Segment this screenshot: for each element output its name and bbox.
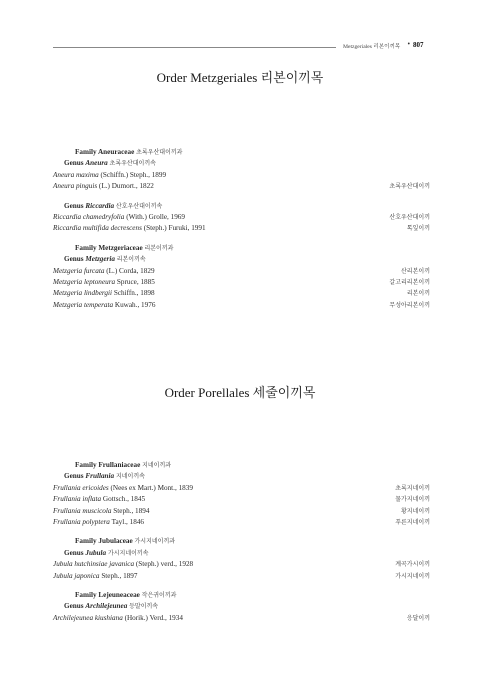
species-name: Archilejeunea kiushiana — [53, 613, 123, 622]
species-authority: Gottsch., 1845 — [102, 495, 146, 504]
species-korean-name: 산리본이끼 — [401, 267, 430, 275]
family-korean-name: 리본이끼과 — [144, 244, 174, 252]
species-name: Riccardia multifida decrescens — [53, 224, 142, 233]
family-heading — [53, 590, 430, 601]
species-name: Jubula hutchinsiae javanica — [53, 560, 135, 569]
metzgeriales-list — [53, 147, 430, 311]
genus-label: Genus — [64, 602, 84, 611]
species-row — [53, 212, 430, 223]
species-name: Frullania muscicola — [53, 506, 112, 515]
species-korean-name: 무성아리본이끼 — [389, 301, 430, 309]
species-authority: (Steph.) verd., 1928 — [135, 560, 194, 569]
species-authority: Spruce, 1885 — [116, 277, 155, 286]
family-korean-name: 가시지네이끼과 — [134, 538, 176, 546]
genus-korean-name: 리본이끼속 — [116, 256, 146, 264]
family-name: Family Jubulaceae — [75, 537, 133, 546]
genus-heading — [53, 158, 430, 169]
genus-heading — [53, 201, 430, 212]
species-korean-name: 초록우산대이끼 — [389, 183, 430, 191]
genus-heading — [53, 548, 430, 559]
species-name: Metzgeria temperata — [53, 300, 114, 309]
species-korean-name: 가시지네이끼 — [395, 572, 430, 580]
species-korean-name: 황지네이끼 — [401, 507, 430, 515]
species-row — [53, 277, 430, 288]
order-title-porellales: Order Porellales 세줄이끼목 — [164, 385, 316, 400]
genus-korean-name: 초록우산대이끼속 — [109, 160, 156, 168]
species-row — [53, 483, 430, 494]
species-authority: (Nees ex Mart.) Mont., 1839 — [110, 483, 193, 492]
genus-name: Metzgeria — [85, 255, 115, 264]
family-heading — [53, 243, 430, 254]
genus-name: Aneura — [85, 159, 108, 168]
species-korean-name: 갈고리리본이끼 — [389, 278, 430, 286]
genus-heading — [53, 601, 430, 612]
species-name: Jubula japonica — [53, 571, 100, 580]
species-row — [53, 223, 430, 234]
family-heading — [53, 536, 430, 547]
species-name: Metzgeria furcata — [53, 266, 105, 275]
species-korean-name: 리본이끼 — [406, 290, 430, 298]
species-row — [53, 266, 430, 277]
species-name: Aneura pinguis — [53, 182, 98, 191]
species-authority: (Steph.) Furuki, 1991 — [143, 224, 206, 233]
genus-korean-name: 등말이끼속 — [129, 603, 159, 611]
species-authority: Schiffn., 1898 — [113, 289, 155, 298]
genus-label: Genus — [64, 472, 84, 481]
species-korean-name: 푸른지네이끼 — [395, 518, 430, 526]
family-name: Family Metzgeriaceae — [75, 243, 143, 252]
genus-name: Jubula — [85, 548, 107, 557]
genus-label: Genus — [64, 201, 84, 210]
species-name: Aneura maxima — [53, 170, 99, 179]
genus-name: Riccardia — [85, 201, 115, 210]
genus-name: Frullania — [85, 472, 115, 481]
species-row — [53, 517, 430, 528]
species-korean-name: 물가지네이끼 — [395, 496, 430, 504]
header-rule — [53, 47, 336, 48]
species-row — [53, 613, 430, 624]
genus-heading — [53, 254, 430, 265]
species-row — [53, 506, 430, 517]
species-authority: (L.) Dumort., 1822 — [98, 182, 154, 191]
species-row — [53, 300, 430, 311]
genus-korean-name: 지네이끼속 — [115, 473, 145, 481]
genus-heading — [53, 471, 430, 482]
family-korean-name: 작은귀이끼과 — [141, 591, 177, 599]
species-name: Riccardia chamedryfolia — [53, 212, 125, 221]
species-authority: (Horik.) Verd., 1934 — [124, 613, 183, 622]
species-name: Frullania ericoides — [53, 483, 109, 492]
genus-name: Archilejeunea — [85, 602, 128, 611]
species-row — [53, 494, 430, 505]
species-korean-name: 산호우산대이끼 — [389, 213, 430, 221]
species-row — [53, 181, 430, 192]
species-row — [53, 288, 430, 299]
species-row — [53, 559, 430, 570]
species-authority: Kuwah., 1976 — [114, 300, 156, 309]
species-name: Metzgeria leptoneura — [53, 277, 116, 286]
genus-label: Genus — [64, 255, 84, 264]
genus-korean-name: 산호우산대이끼속 — [115, 202, 163, 210]
genus-label: Genus — [64, 548, 84, 557]
species-authority: (Schiffn.) Steph., 1899 — [100, 170, 167, 179]
species-authority: Steph., 1894 — [113, 506, 150, 515]
genus-korean-name: 가시지네이끼속 — [107, 549, 149, 557]
species-authority: (With.) Grolle, 1969 — [126, 212, 185, 221]
species-authority: Tayl., 1846 — [111, 517, 145, 526]
species-name: Frullania inflata — [53, 495, 102, 504]
family-name: Family Lejeuneaceae — [75, 590, 140, 599]
species-authority: (L.) Corda, 1829 — [106, 266, 155, 275]
species-korean-name: 응달이끼 — [406, 614, 430, 622]
species-korean-name: 계곡가시이끼 — [395, 561, 430, 569]
header-bullet: • — [407, 41, 411, 48]
species-authority: Steph., 1897 — [101, 571, 138, 580]
family-korean-name: 초록우산대이끼과 — [136, 149, 183, 156]
porellales-list — [53, 460, 430, 624]
family-name: Family Aneuraceae — [75, 148, 135, 156]
species-name: Metzgeria lindbergii — [53, 289, 113, 298]
species-row — [53, 571, 430, 582]
family-heading — [53, 147, 430, 158]
family-heading — [53, 460, 430, 471]
species-korean-name: 톡잎이끼 — [406, 225, 430, 233]
species-name: Frullania polyptera — [53, 517, 110, 526]
genus-label: Genus — [64, 159, 84, 168]
family-name: Family Frullaniaceae — [75, 461, 141, 469]
running-header-section: Metzgeriales 리본이끼목 — [343, 44, 401, 50]
page-number: 807 — [413, 41, 424, 49]
species-row — [53, 170, 430, 181]
order-title-metzgeriales: Order Metzgeriales 리본이끼목 — [156, 70, 324, 85]
family-korean-name: 지네이끼과 — [142, 462, 172, 469]
species-korean-name: 초록지네이끼 — [395, 484, 430, 492]
